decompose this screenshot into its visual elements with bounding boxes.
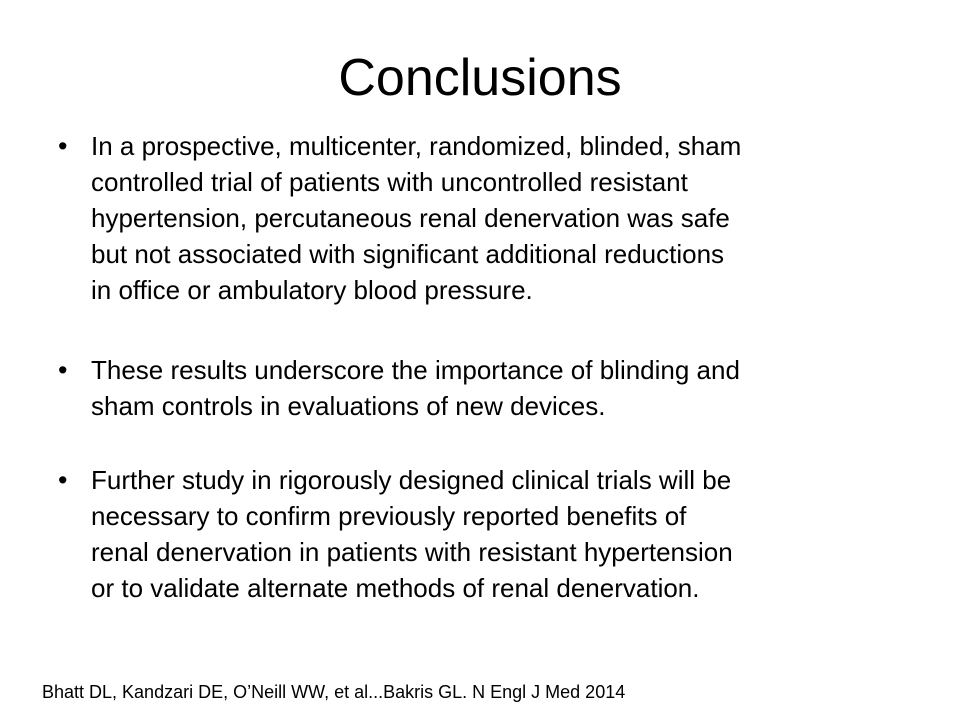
slide-title: Conclusions bbox=[338, 49, 622, 107]
bullet-text bbox=[91, 352, 740, 424]
bullet-line: or to validate alternate methods of renal denervation. bbox=[91, 573, 700, 603]
bullet-point-icon: • bbox=[58, 465, 68, 495]
bullet-point-icon: • bbox=[58, 131, 68, 161]
bullet-text bbox=[91, 462, 733, 606]
bullet-line: In a prospective, multicenter, randomized, blinded, sham bbox=[91, 131, 742, 161]
bullet-line: but not associated with significant additional reductions bbox=[91, 239, 725, 269]
bullet-line: necessary to confirm previously reported benefits of bbox=[91, 501, 687, 531]
citation: Bhatt DL, Kandzari DE, O’Neill WW, et al...Bakris GL. N Engl J Med 2014 bbox=[42, 682, 626, 702]
bullet-line: in office or ambulatory blood pressure. bbox=[91, 275, 533, 305]
bullet-line: These results underscore the importance of blinding and bbox=[91, 355, 740, 385]
bullet-text bbox=[91, 128, 741, 308]
bullet-line: sham controls in evaluations of new devices. bbox=[91, 391, 606, 421]
bullet-line: controlled trial of patients with uncontrolled resistant bbox=[91, 167, 688, 197]
bullet-line: renal denervation in patients with resistant hypertension bbox=[91, 537, 733, 567]
bullet-line: Further study in rigorously designed clinical trials will be bbox=[91, 465, 732, 495]
bullet-point-icon: • bbox=[58, 355, 68, 385]
bullet-line: hypertension, percutaneous renal denervation was safe bbox=[91, 203, 730, 233]
